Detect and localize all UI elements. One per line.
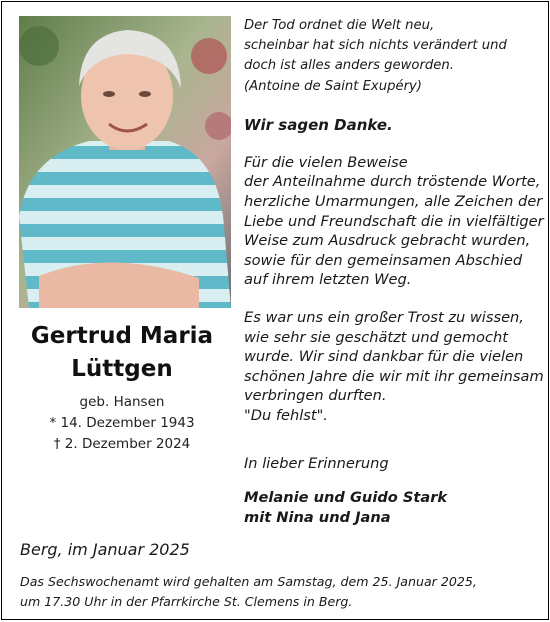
thanks-title: Wir sagen Danke. (244, 115, 393, 134)
paragraph-line: Weise zum Ausdruck gebracht wurden, (244, 232, 531, 250)
paragraph-line: schönen Jahre die wir mit ihr gemeinsam (244, 367, 544, 385)
deceased-info (12, 320, 232, 455)
quote (244, 16, 544, 97)
birth-date: * 14. Dezember 1943 (49, 415, 195, 431)
paragraph-line: wurde. Wir sind dankbar für die vielen (244, 348, 524, 366)
paragraph-line: auf ihrem letzten Weg. (244, 271, 412, 289)
death-date: † 2. Dezember 2024 (53, 436, 191, 452)
quote-line: Der Tod ordnet die Welt neu, (244, 18, 435, 33)
paragraph-line: sowie für den gemeinsamen Abschied (244, 251, 523, 269)
quote-line: doch ist alles anders geworden. (244, 58, 454, 74)
paragraph-line: herzliche Umarmungen, alle Zeichen der (244, 193, 543, 210)
portrait-illustration (19, 16, 231, 308)
text-column (244, 16, 544, 528)
mass-notice (20, 572, 540, 611)
paragraph-line: verbringen durften. (244, 387, 387, 405)
thanks-paragraph-2 (244, 308, 544, 426)
paragraph-line: der Anteilnahme durch tröstende Worte, (244, 173, 541, 191)
portrait-photo (19, 16, 231, 308)
quote-author: (Antoine de Saint Exupéry) (244, 78, 422, 94)
birth-name: geb. Hansen (79, 394, 165, 410)
paragraph-line: wie sehr sie geschätzt und gemocht (244, 328, 508, 346)
thanks-paragraph-1 (244, 153, 544, 290)
signer-line: mit Nina und Jana (244, 508, 391, 526)
signers (244, 488, 544, 528)
paragraph-line: "Du fehlst". (244, 406, 328, 424)
deceased-name-line1: Gertrud Maria (30, 323, 214, 349)
paragraph-line: Für die vielen Beweise (244, 153, 408, 171)
notice-line: um 17.30 Uhr in der Pfarrkirche St. Clemens in Berg. (20, 593, 353, 609)
signer-line: Melanie und Guido Stark (244, 488, 448, 506)
place-date: Berg, im Januar 2025 (20, 540, 190, 559)
memory-line: In lieber Erinnerung (244, 454, 389, 472)
notice-line: Das Sechswochenamt wird gehalten am Samstag, dem 25. Januar 2025, (20, 574, 477, 589)
paragraph-line: Liebe und Freundschaft die in vielfältiger (244, 212, 544, 230)
quote-line: scheinbar hat sich nichts verändert und (244, 38, 507, 54)
paragraph-line: Es war uns ein großer Trost zu wissen, (244, 308, 524, 326)
deceased-name-line2: Lüttgen (71, 356, 173, 382)
obituary-card (1, 1, 549, 620)
